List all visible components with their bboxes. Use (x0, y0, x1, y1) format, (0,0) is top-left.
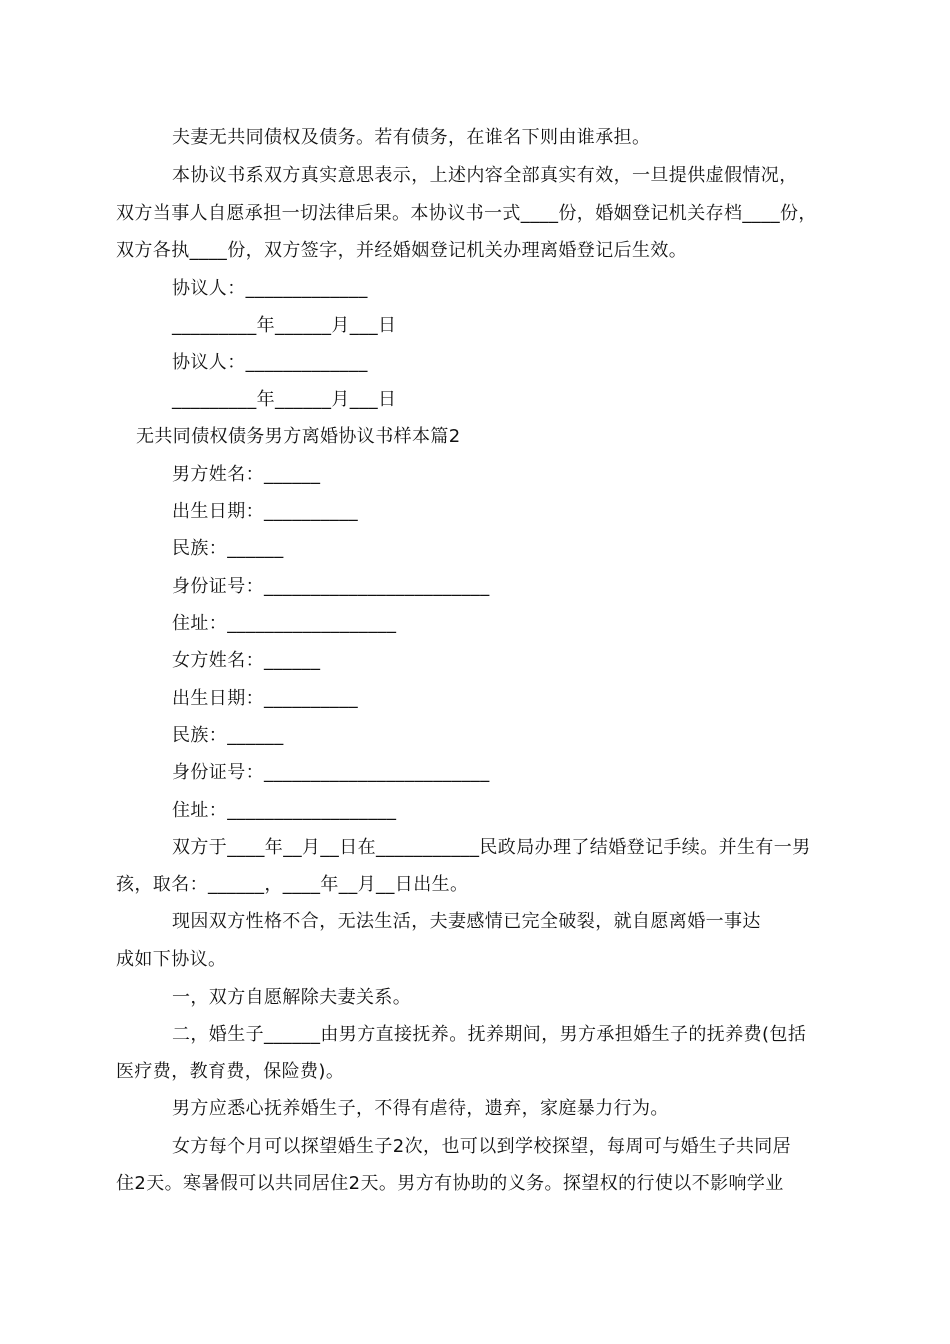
paragraph-line: 成如下协议。 (116, 949, 227, 970)
signature-line: 协议人：_____________ (172, 278, 368, 299)
form-field-line: 出生日期：__________ (172, 501, 358, 522)
paragraph-line: 一，双方自愿解除夫妻关系。 (172, 987, 412, 1008)
form-field-line: 民族：______ (172, 725, 284, 746)
section-title: 无共同债权债务男方离婚协议书样本篇2 (136, 426, 461, 447)
paragraph-line: 双方各执____份，双方签字，并经婚姻登记机关办理离婚登记后生效。 (116, 240, 688, 261)
paragraph-line: 孩，取名：______，____年__月__日出生。 (116, 874, 469, 895)
form-field-line: 女方姓名：______ (172, 650, 321, 671)
form-field-line: 身份证号：________________________ (172, 762, 490, 783)
form-field-line: 男方姓名：______ (172, 464, 321, 485)
form-field-line: 民族：______ (172, 538, 284, 559)
paragraph-line: 本协议书系双方真实意思表示，上述内容全部真实有效，一旦提供虚假情况， (172, 165, 798, 186)
date-line: _________年______月___日 (172, 315, 397, 336)
form-field-line: 出生日期：__________ (172, 688, 358, 709)
paragraph-line: 二，婚生子______由男方直接抚养。抚养期间，男方承担婚生子的抚养费(包括 (172, 1024, 807, 1045)
signature-line: 协议人：_____________ (172, 352, 368, 373)
form-field-line: 住址：__________________ (172, 800, 397, 821)
paragraph-line: 男方应悉心抚养婚生子，不得有虐待，遗弃，家庭暴力行为。 (172, 1098, 669, 1119)
paragraph-line: 住2天。寒暑假可以共同居住2天。男方有协助的义务。探望权的行使以不影响学业 (116, 1173, 784, 1194)
paragraph-line: 现因双方性格不合，无法生活，夫妻感情已完全破裂，就自愿离婚一事达 (172, 911, 761, 932)
paragraph-line: 夫妻无共同债权及债务。若有债务，在谁名下则由谁承担。 (172, 127, 651, 148)
paragraph-line: 女方每个月可以探望婚生子2次，也可以到学校探望，每周可与婚生子共同居 (172, 1136, 792, 1157)
date-line: _________年______月___日 (172, 389, 397, 410)
form-field-line: 身份证号：________________________ (172, 576, 490, 597)
form-field-line: 住址：__________________ (172, 613, 397, 634)
paragraph-line: 双方当事人自愿承担一切法律后果。本协议书一式____份，婚姻登记机关存档____份， (116, 203, 817, 224)
paragraph-line: 医疗费，教育费，保险费)。 (116, 1061, 345, 1082)
paragraph-line: 双方于____年__月__日在___________民政局办理了结婚登记手续。并生有一男 (172, 837, 811, 858)
